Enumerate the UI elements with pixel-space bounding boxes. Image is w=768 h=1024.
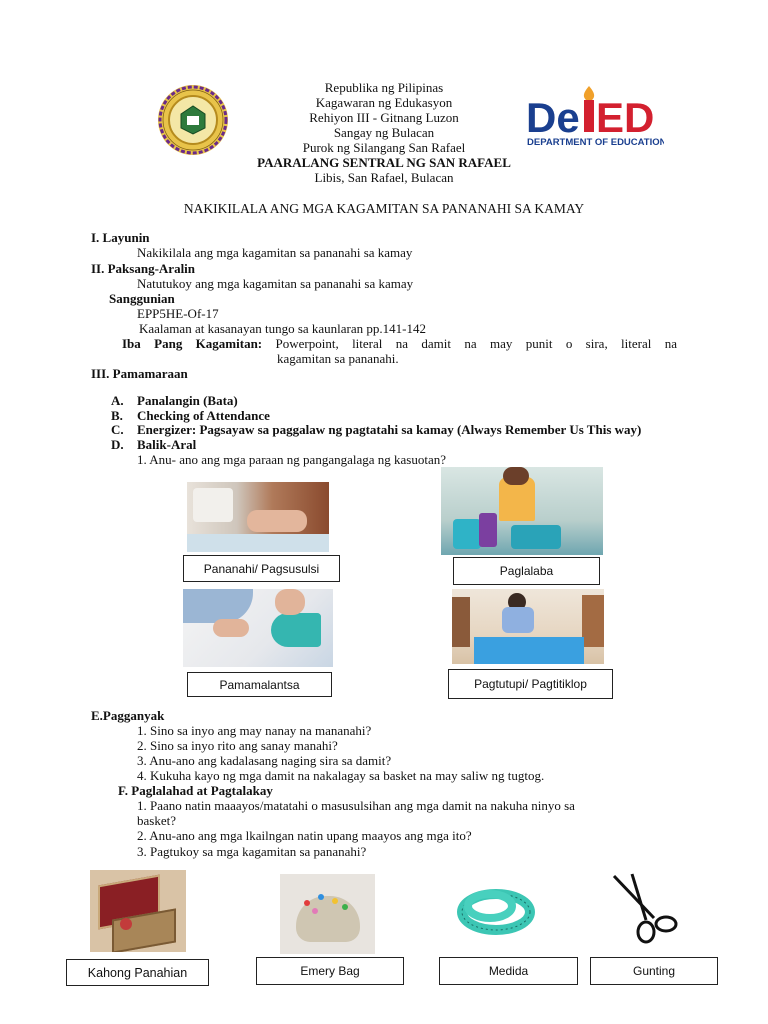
- label-emery-bag: Emery Bag: [256, 957, 404, 985]
- header-line-4: Sangay ng Bulacan: [333, 125, 435, 140]
- pagganyak-item-3: 3. Anu-ano ang kadalasang naging sira sa damit?: [137, 753, 392, 768]
- sanggunian-code: EPP5HE-Of-17: [137, 306, 219, 321]
- scissors-icon: [602, 868, 684, 948]
- deped-wordmark-left: De: [526, 94, 580, 141]
- step-marker: B.: [111, 407, 123, 423]
- sewing-box-photo: [90, 870, 186, 952]
- label-paglalaba: Paglalaba: [453, 557, 600, 585]
- pagganyak-heading: E.Pagganyak: [91, 708, 165, 723]
- paksang-aralin-text: Natutukoy ang mga kagamitan sa pananahi sa kamay: [137, 276, 414, 291]
- iba-label: Iba Pang Kagamitan:: [122, 336, 263, 351]
- label-pagtutupi: Pagtutupi/ Pagtitiklop: [448, 669, 613, 699]
- pamamaraan-heading: III. Pamamaraan: [91, 366, 188, 381]
- iba-pang-kagamitan: [122, 336, 677, 351]
- pagganyak-item-2: 2. Sino sa inyo rito ang sanay manahi?: [137, 738, 338, 753]
- step-d: [111, 436, 641, 453]
- layunin-heading: I. Layunin: [91, 230, 150, 245]
- iba-text-1: Powerpoint, literal na damit na may punit o sira, literal na: [275, 336, 678, 351]
- step-marker: C.: [111, 422, 124, 437]
- school-address: Libis, San Rafael, Bulacan: [314, 170, 454, 185]
- paglalahad-item-1-cont: basket?: [137, 813, 176, 828]
- step-a: [111, 393, 641, 409]
- paglalahad-item-1: 1. Paano natin maaayos/matatahi o masusulsihan ang mga damit na nakuha ninyo sa: [137, 798, 575, 813]
- paglalahad-item-2: 2. Anu-ano ang mga lkailngan natin upang maayos ang mga ito?: [137, 828, 472, 843]
- iba-text-2: kagamitan sa pananahi.: [277, 351, 399, 366]
- school-name: PAARALANG SENTRAL NG SAN RAFAEL: [257, 155, 511, 170]
- step-text: Panalangin (Bata): [137, 393, 238, 408]
- pagganyak-item-4: 4. Kukuha kayo ng mga damit na nakalagay sa basket na may saliw ng tugtog.: [137, 768, 545, 783]
- sewing-photo: [187, 482, 329, 552]
- step-text: Energizer: Pagsayaw sa paggalaw ng pagtatahi sa kamay (Always Remember Us This way): [137, 422, 642, 437]
- step-text: Checking of Attendance: [137, 407, 270, 423]
- folding-photo: [452, 589, 604, 664]
- label-kahong-panahian: Kahong Panahian: [66, 959, 209, 986]
- balik-aral-question: 1. Anu- ano ang mga paraan ng pangangalaga ng kasuotan?: [137, 452, 447, 467]
- tape-measure-icon: [456, 880, 536, 942]
- sanggunian-reference: Kaalaman at kasanayan tungo sa kaunlaran pp.141-142: [139, 321, 426, 336]
- layunin-text: Nakikilala ang mga kagamitan sa pananahi sa kamay: [137, 245, 413, 260]
- pamamaraan-steps: [111, 393, 642, 452]
- header-line-5: Purok ng Silangang San Rafael: [302, 140, 466, 155]
- step-c: [111, 422, 642, 438]
- step-marker: D.: [111, 436, 124, 452]
- header-line-1: Republika ng Pilipinas: [324, 80, 444, 95]
- paglalahad-heading: F. Paglalahad at Pagtalakay: [118, 783, 273, 798]
- deped-wordmark-right: ED: [596, 94, 655, 141]
- ironing-photo: [183, 589, 333, 667]
- step-text: Balik-Aral: [137, 436, 197, 452]
- step-b: [111, 407, 641, 424]
- document-title: NAKIKILALA ANG MGA KAGAMITAN SA PANANAHI SA KAMAY: [183, 201, 585, 216]
- label-pamamalantsa: Pamamalantsa: [187, 672, 332, 697]
- emery-bag-photo: [280, 874, 375, 954]
- paksang-aralin-heading: II. Paksang-Aralin: [91, 261, 196, 276]
- deped-subtext: DEPARTMENT OF EDUCATION: [527, 137, 664, 148]
- header-line-2: Kagawaran ng Edukasyon: [315, 95, 453, 110]
- paglalahad-item-3: 3. Pagtukoy sa mga kagamitan sa pananahi?: [137, 844, 367, 859]
- sanggunian-heading: Sanggunian: [109, 291, 175, 306]
- label-gunting: Gunting: [590, 957, 718, 985]
- step-marker: A.: [111, 393, 124, 408]
- header-line-3: Rehiyon III - Gitnang Luzon: [309, 110, 459, 125]
- pagganyak-item-1: 1. Sino sa inyo ang may nanay na mananahi?: [137, 723, 372, 738]
- laundry-photo: [441, 467, 603, 555]
- label-medida: Medida: [439, 957, 578, 985]
- label-pananahi: Pananahi/ Pagsusulsi: [183, 555, 340, 582]
